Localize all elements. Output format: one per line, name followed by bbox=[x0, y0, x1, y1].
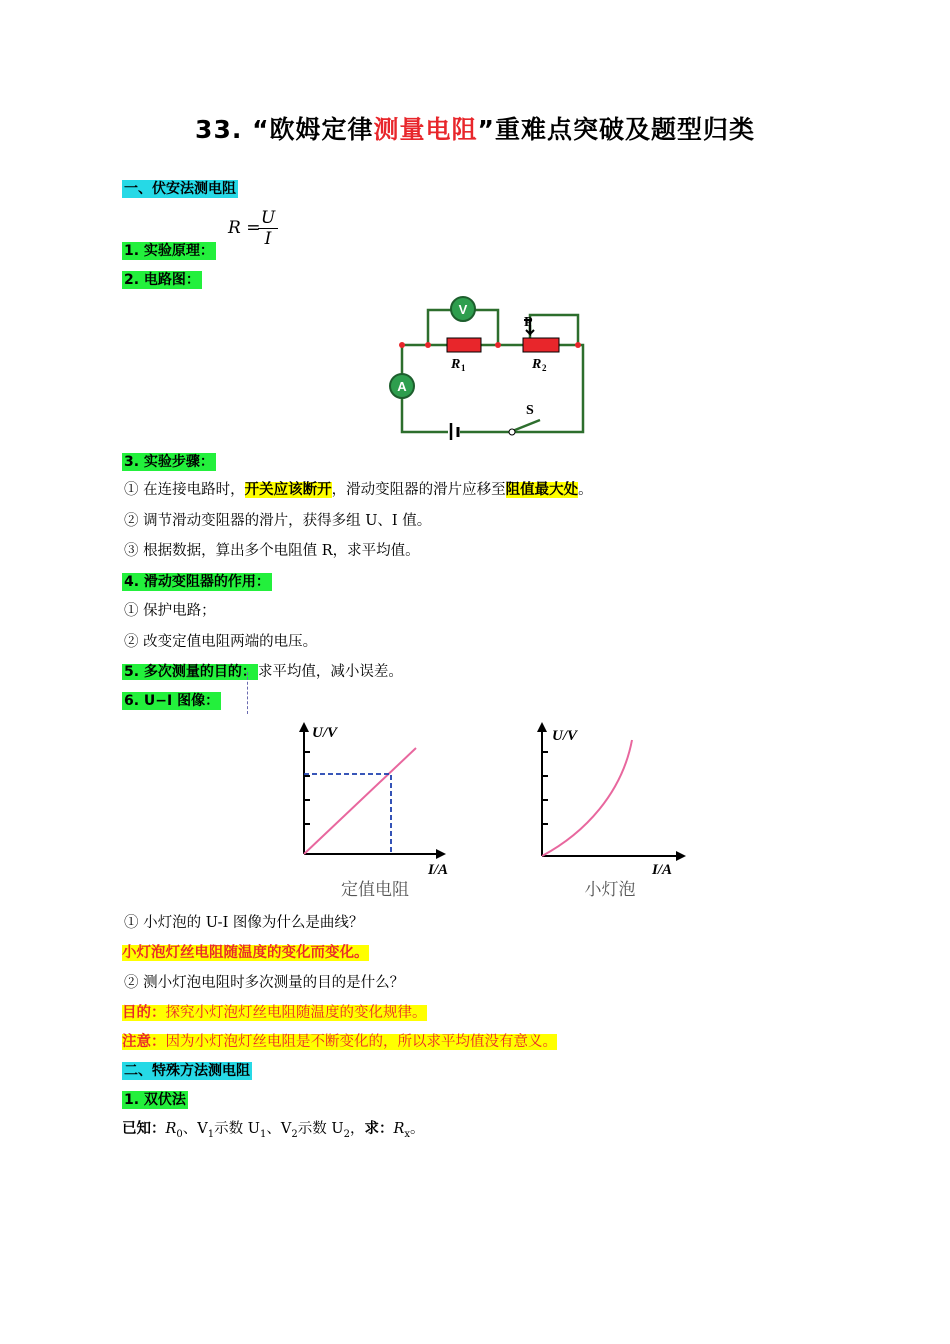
linear-line bbox=[304, 748, 416, 854]
rheostat-item-2: ② 改变定值电阻两端的电压。 bbox=[124, 634, 318, 650]
purpose-line: 5. 多次测量的目的： 求平均值，减小误差。 bbox=[124, 664, 403, 680]
node-dot bbox=[575, 342, 581, 348]
steps-label: 3. 实验步骤： bbox=[124, 454, 214, 470]
slider-label: P bbox=[524, 315, 533, 330]
switch-label: S bbox=[526, 403, 534, 418]
answer-1: 小灯泡灯丝电阻随温度的变化而变化。 bbox=[122, 945, 369, 961]
node-dot bbox=[425, 342, 431, 348]
known-line: 已知：$R_0$、$V_1$示数 $U_1$、$V_2$示数 $U_2$，求：$R_x$。 bbox=[122, 1121, 425, 1140]
step-2: ② 调节滑动变阻器的滑片，获得多组 U、I 值。 bbox=[124, 513, 432, 529]
voltmeter-label: V bbox=[458, 302, 468, 317]
y-axis-label: U/V bbox=[552, 728, 578, 744]
cursor-marker bbox=[247, 672, 248, 714]
circuit-diagram bbox=[380, 290, 610, 440]
rheostat-item-1: ① 保护电路； bbox=[124, 603, 216, 619]
curve-line bbox=[542, 740, 632, 856]
resistor-r1 bbox=[447, 338, 481, 352]
step-3: ③ 根据数据，算出多个电阻值 R，求平均值。 bbox=[124, 543, 420, 559]
graph-bulb bbox=[530, 718, 710, 902]
page-title: 33. “欧姆定律测量电阻”重难点突破及题型归类 bbox=[195, 115, 755, 144]
formula: R = bbox=[228, 218, 261, 238]
ammeter-label: A bbox=[397, 379, 407, 394]
y-axis-label: U/V bbox=[312, 725, 338, 741]
caption-resistor: 定值电阻 bbox=[341, 880, 409, 900]
section-heading-1: 一、伏安法测电阻 bbox=[124, 181, 236, 197]
r1-label: R bbox=[451, 357, 461, 372]
r2-label: R bbox=[532, 357, 542, 372]
principle-label: 1. 实验原理： bbox=[124, 243, 214, 259]
node-dot bbox=[495, 342, 501, 348]
answer-2: 目的：探究小灯泡灯丝电阻随温度的变化规律。 bbox=[122, 1005, 427, 1021]
step-1: ① 在连接电路时，开关应该断开，滑动变阻器的滑片应移至阻值最大处。 bbox=[124, 482, 593, 498]
question-2: ② 测小灯泡电阻时多次测量的目的是什么？ bbox=[124, 975, 405, 991]
r2-subscript: 2 bbox=[542, 363, 547, 373]
r1-subscript: 1 bbox=[461, 363, 466, 373]
note-2: 注意：因为小灯泡灯丝电阻是不断变化的，所以求平均值没有意义。 bbox=[122, 1034, 557, 1050]
node-dot bbox=[399, 342, 405, 348]
graph-resistor bbox=[290, 718, 470, 902]
switch-pivot bbox=[509, 429, 515, 435]
method-1-label: 1. 双伏法 bbox=[124, 1092, 186, 1108]
formula-fraction: U I bbox=[258, 208, 278, 249]
x-axis-label: I/A bbox=[428, 862, 449, 878]
question-1: ① 小灯泡的 U-I 图像为什么是曲线？ bbox=[124, 915, 364, 931]
caption-bulb: 小灯泡 bbox=[584, 880, 636, 899]
circuit-label: 2. 电路图： bbox=[124, 272, 200, 288]
ui-label: 6. U−I 图像： bbox=[124, 693, 220, 709]
section-heading-2: 二、特殊方法测电阻 bbox=[124, 1063, 250, 1079]
node-dot bbox=[527, 342, 533, 348]
x-axis-label: I/A bbox=[652, 862, 673, 878]
rheostat-label: 4. 滑动变阻器的作用： bbox=[124, 574, 270, 590]
